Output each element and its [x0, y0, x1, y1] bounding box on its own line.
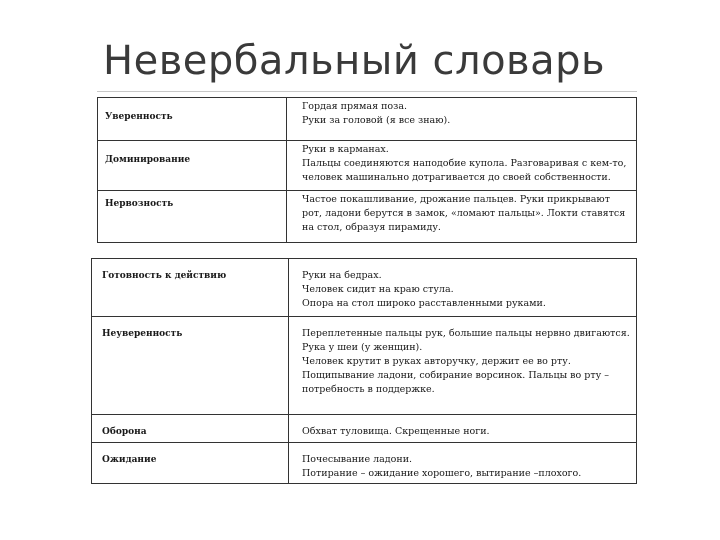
- table-row: [92, 317, 637, 415]
- description-cell: [289, 443, 637, 484]
- description-line: Частое покашливание, дрожание пальцев. Руки прикрывают: [302, 194, 610, 205]
- table-row: [98, 98, 637, 141]
- description-line: Обхват туловища. Скрещенные ноги.: [302, 426, 490, 437]
- description-line: человек машинально дотрагивается до своей собственности.: [302, 172, 611, 183]
- term-cell: Ожидание: [92, 443, 289, 484]
- table-row: [92, 443, 637, 484]
- description-cell: [287, 191, 637, 243]
- description-cell: [287, 98, 637, 141]
- description-line: Гордая прямая поза.: [302, 101, 408, 112]
- description-cell: [287, 141, 637, 191]
- description-line: Человек сидит на краю стула.: [302, 284, 454, 295]
- description-cell: [289, 415, 637, 443]
- description-line: Пощипывание ладони, собирание ворсинок. Пальцы во рту –: [302, 370, 609, 381]
- description-line: Потирание – ожидание хорошего, вытирание –плохого.: [302, 468, 582, 479]
- description-line: потребность в поддержке.: [302, 384, 435, 395]
- description-line: Переплетенные пальцы рук, большие пальцы нервно двигаются.: [302, 328, 630, 339]
- description-line: Руки в карманах.: [302, 144, 389, 155]
- term-cell: Уверенность: [98, 98, 287, 141]
- description-line: рот, ладони берутся в замок, «ломают пальцы». Локти ставятся: [302, 208, 626, 219]
- description-line: Опора на стол широко расставленными руками.: [302, 298, 546, 309]
- term-cell: Оборона: [92, 415, 289, 443]
- term-cell: Доминирование: [98, 141, 287, 191]
- page-title: Невербальный словарь: [103, 38, 606, 84]
- description-cell: [289, 259, 637, 317]
- description-line: на стол, образуя пирамиду.: [302, 222, 441, 233]
- description-line: Руки на бедрах.: [302, 270, 382, 281]
- vocabulary-table-bottom: [91, 258, 637, 484]
- description-line: Пальцы соединяются наподобие купола. Разговаривая с кем-то,: [302, 158, 627, 169]
- table-row: [98, 141, 637, 191]
- term-cell: Нервозность: [98, 191, 287, 243]
- table-row: [92, 259, 637, 317]
- description-line: Почесывание ладони.: [302, 454, 413, 465]
- description-line: Человек крутит в руках авторучку, держит ее во рту.: [302, 356, 571, 367]
- description-line: Рука у шеи (у женщин).: [302, 342, 423, 353]
- title-divider: [97, 91, 637, 92]
- description-cell: [289, 317, 637, 415]
- description-line: Руки за головой (я все знаю).: [302, 115, 451, 126]
- term-cell: Неуверенность: [92, 317, 289, 415]
- table-row: [98, 191, 637, 243]
- table-row: [92, 415, 637, 443]
- term-cell: Готовность к действию: [92, 259, 289, 317]
- vocabulary-table-top: [97, 97, 637, 243]
